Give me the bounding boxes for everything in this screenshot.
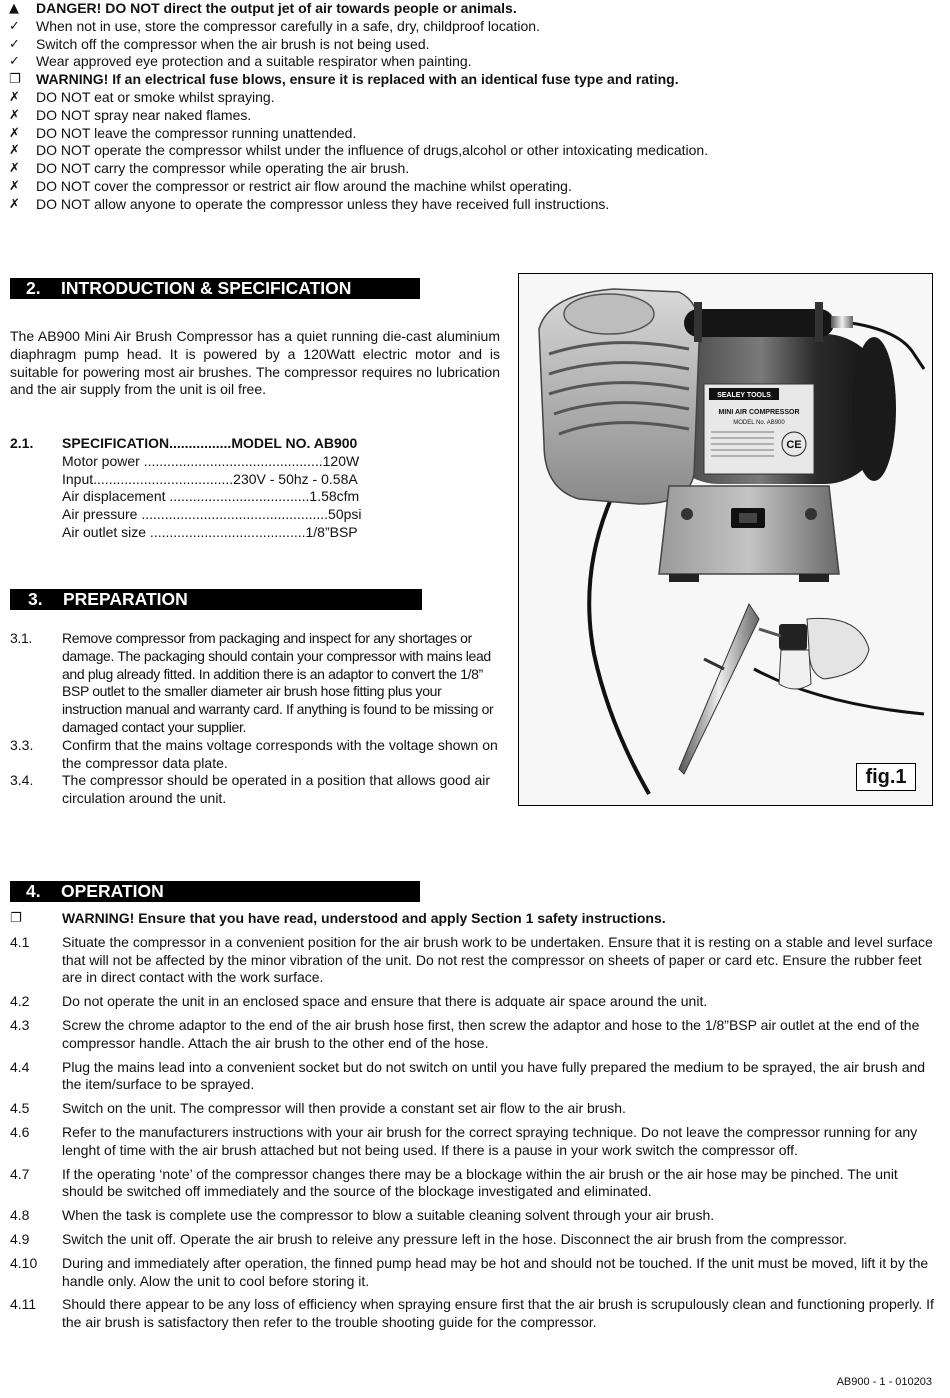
operation-warning-text: WARNING! Ensure that you have read, understood and apply Section 1 safety instructions.	[62, 910, 666, 926]
spec-line: Air displacement ....................................1.58cfm	[62, 488, 360, 505]
section-4-title: OPERATION	[61, 881, 164, 901]
safety-item	[9, 71, 939, 89]
operation-item-number: 4.4	[10, 1058, 30, 1075]
prep-item-text: The compressor should be operated in a position that allows good air circulation around the unit.	[62, 772, 491, 807]
intro-paragraph: The AB900 Mini Air Brush Compressor has a quiet running die-cast aluminium diaphragm pump head. It is powered by a 120Watt electric motor and is suitable for powering most air brushes. The compressor requires no lubrication and the air supply from the unit is oil free.	[10, 328, 500, 398]
operation-item-number: 4.6	[10, 1123, 30, 1140]
operation-item-number: 4.8	[10, 1207, 30, 1224]
prep-item-number: 3.3.	[10, 736, 34, 753]
spec-line: Air outlet size ........................................1/8”BSP	[62, 523, 358, 540]
safety-item-text: WARNING! If an electrical fuse blows, ensure it is replaced with an identical fuse type and rating.	[36, 71, 679, 88]
compressor-figure	[518, 273, 933, 806]
safety-item-text: DO NOT leave the compressor running unattended.	[36, 124, 357, 141]
operation-item-number: 4.1	[10, 933, 30, 950]
plate-brand: SEALEY TOOLS	[717, 392, 771, 399]
spec-title: SPECIFICATION................MODEL NO. AB900	[62, 435, 358, 451]
specification	[10, 435, 390, 542]
bullet-icon: ▲	[9, 1, 19, 16]
operation-item-number: 4.3	[10, 1016, 30, 1033]
section-2-number: 2.	[26, 278, 41, 298]
operation-item	[10, 1124, 935, 1160]
safety-item-text: Switch off the compressor when the air brush is not being used.	[36, 35, 430, 52]
safety-item	[9, 18, 939, 36]
section-3-number: 3.	[28, 589, 43, 609]
ce-mark: CE	[786, 439, 802, 451]
operation-item	[10, 1166, 935, 1202]
operation-warning	[10, 910, 935, 928]
prep-item	[10, 630, 500, 737]
section-2-title: INTRODUCTION & SPECIFICATION	[61, 278, 352, 298]
safety-item-text: DO NOT spray near naked flames.	[36, 106, 252, 123]
bullet-icon: ✗	[9, 143, 20, 159]
bullet-icon: ✓	[9, 36, 20, 52]
operation-item	[10, 1207, 935, 1225]
operation-item-text: During and immediately after operation, the finned pump head may be hot and should not be touched. If the unit must be moved, lift it by the handle only. Alow the unit to cool before storing it.	[62, 1254, 929, 1289]
preparation-list	[10, 630, 500, 808]
safety-item	[9, 89, 939, 107]
safety-item-text: DO NOT carry the compressor while operating the air brush.	[36, 160, 410, 177]
operation-item	[10, 1231, 935, 1249]
bullet-icon: ✓	[9, 54, 20, 70]
operation-list	[10, 910, 935, 1338]
operation-item	[10, 1296, 935, 1332]
section-2-header	[10, 278, 420, 299]
prep-item-text: Remove compressor from packaging and inspect for any shortages or damage. The packaging should contain your compressor with mains lead and plug already fitted. In addition there is an adaptor to convert the 1/8” BSP outlet to the smaller diameter air brush hose fitting plus your instruction manual and warranty card. If anything is found to be missing or damaged contact your supplier.	[62, 630, 494, 735]
safety-item	[9, 107, 939, 125]
section-3-title: PREPARATION	[63, 589, 188, 609]
operation-item-text: Plug the mains lead into a convenient socket but do not switch on until you have fully prepared the medium to be sprayed, the air brush and the item/surface to be sprayed.	[62, 1058, 926, 1093]
operation-item-number: 4.11	[10, 1296, 37, 1313]
operation-item	[10, 934, 935, 987]
operation-item-text: Switch on the unit. The compressor will then provide a constant set air flow to the air brush.	[62, 1100, 626, 1117]
prep-item	[10, 737, 500, 773]
safety-item-text: DO NOT operate the compressor whilst under the influence of drugs,alcohol or other intoxicating medication.	[36, 142, 709, 159]
safety-item-text: Wear approved eye protection and a suitable respirator when painting.	[36, 53, 472, 70]
safety-item	[9, 53, 939, 71]
operation-item-number: 4.5	[10, 1100, 30, 1117]
spec-line: Motor power ..............................................120W	[62, 452, 360, 469]
operation-item-number: 4.2	[10, 993, 30, 1010]
prep-item	[10, 772, 500, 808]
plate-model: MODEL No. AB900	[733, 420, 785, 426]
bullet-icon: ✗	[9, 178, 20, 194]
operation-item	[10, 1100, 935, 1118]
operation-item-text: Do not operate the unit in an enclosed space and ensure that there is adquate air space around the unit.	[62, 993, 708, 1010]
operation-item-text: Switch the unit off. Operate the air brush to releive any pressure left in the hose. Disconnect the air brush from the compressor.	[62, 1230, 847, 1247]
bullet-icon: ❐	[9, 72, 21, 88]
operation-item-number: 4.7	[10, 1165, 30, 1182]
operation-item-number: 4.10	[10, 1254, 38, 1271]
page-footer: AB900 - 1 - 010203	[836, 1376, 932, 1389]
operation-item	[10, 993, 935, 1011]
operation-item	[10, 1255, 935, 1291]
bullet-icon: ✗	[9, 161, 20, 177]
bullet-icon: ✓	[9, 18, 20, 34]
safety-instructions	[9, 0, 939, 214]
section-3-header	[10, 589, 422, 610]
safety-item	[9, 125, 939, 143]
operation-item	[10, 1059, 935, 1095]
spec-number: 2.1.	[10, 435, 34, 451]
warning-icon: ❐	[10, 911, 22, 926]
bullet-icon: ✗	[9, 196, 20, 212]
safety-item	[9, 196, 939, 214]
bullet-icon: ✗	[9, 107, 20, 123]
plate-title: MINI AIR COMPRESSOR	[718, 409, 800, 416]
prep-item-number: 3.4.	[10, 772, 34, 789]
safety-item	[9, 160, 939, 178]
operation-item	[10, 1017, 935, 1053]
safety-item-text: When not in use, store the compressor carefully in a safe, dry, childproof location.	[36, 17, 540, 34]
safety-item-text: DO NOT eat or smoke whilst spraying.	[36, 88, 275, 105]
safety-item	[9, 0, 939, 18]
compressor-photo-illustration	[519, 274, 931, 804]
operation-items	[10, 934, 935, 1332]
spec-line: Input....................................230V - 50hz - 0.58A	[62, 470, 358, 487]
operation-item-text: Refer to the manufacturers instructions with your air brush for the correct spraying technique. Do not leave the compressor running for any lenght of time with the air brush attached but not being used. If there is a pause in your work switch the compressor off.	[62, 1123, 918, 1158]
safety-item-text: DANGER! DO NOT direct the output jet of air towards people or animals.	[36, 0, 517, 16]
spec-line: Air pressure ................................................50psi	[62, 506, 362, 523]
section-4-number: 4.	[26, 881, 41, 901]
operation-item-text: When the task is complete use the compressor to blow a suitable cleaning solvent through your air brush.	[62, 1207, 715, 1224]
prep-item-number: 3.1.	[10, 630, 32, 646]
safety-item	[9, 178, 939, 196]
operation-item-text: Situate the compressor in a convenient position for the air brush work to be undertaken. Ensure that it is resting on a stable and level surface that will not be affected by the minor vibration of the unit. Do not rest the compressor on sheets of paper or card etc. Ensure the rubber feet are in direct contact with the work surface.	[62, 933, 933, 986]
section-4-header	[10, 881, 420, 902]
bullet-icon: ✗	[9, 89, 20, 105]
safety-item-text: DO NOT cover the compressor or restrict air flow around the machine whilst operating.	[36, 177, 572, 194]
operation-item-text: If the operating ‘note’ of the compressor changes there may be a blockage within the air brush or the air hose may be pinched. The unit should be switched off immediately and the source of the blockage investigated and eliminated.	[62, 1165, 898, 1200]
operation-item-number: 4.9	[10, 1230, 30, 1247]
figure-label: fig.1	[856, 763, 916, 791]
operation-item-text: Should there appear to be any loss of efficiency when spraying ensure first that the air brush is scrupulously clean and functioning properly. If the air brush is satisfactory then refer to the trouble shooting guide for the compressor.	[62, 1296, 934, 1331]
safety-item	[9, 142, 939, 160]
operation-item-text: Screw the chrome adaptor to the end of the air brush hose first, then screw the adaptor and hose to the 1/8”BSP air outlet at the end of the compressor handle. Attach the air brush to the other end of the hose.	[62, 1016, 920, 1051]
safety-item-text: DO NOT allow anyone to operate the compressor unless they have received full instructions.	[36, 195, 610, 212]
bullet-icon: ✗	[9, 125, 20, 141]
prep-item-text: Confirm that the mains voltage corresponds with the voltage shown on the compressor data plate.	[62, 736, 498, 771]
safety-item	[9, 36, 939, 54]
